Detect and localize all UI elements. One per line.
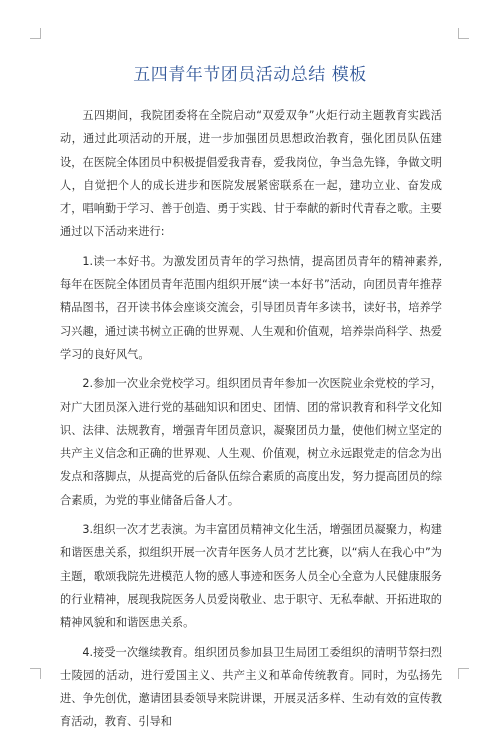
- paragraph-intro: 五四期间，我院团委将在全院启动“双爱双争”火炬行动主题教育实践活动，通过此项活动的开展，进一步加强团员思想政治教育，强化团员队伍建设，在医院全体团员中积极提倡爱我青春，爱我岗位，争当急先锋，争做文明人，自觉把个人的成长进步和医院发展紧密联系在一起，建功立业、奋发成才，唱响勤于学习、善于创造、勇于实践、甘于奉献的新时代青春之歌。主要通过以下活动来进行:: [60, 109, 442, 239]
- crop-mark-bottom-left: [30, 668, 41, 679]
- paragraph-item-4: 4.接受一次继续教育。组织团员参加县卫生局团工委组织的清明节祭扫烈士陵园的活动，进行爱国主义、共产主义和革命传统教育。同时，为弘扬先进、争先创优，邀请团县委领导来院讲课，开展灵活多样、生动有效的宣传教育活动，教育、引导和: [60, 645, 442, 729]
- paragraph-item-2: 2.参加一次业余党校学习。组织团员青年参加一次医院业余党校的学习，对广大团员深入进行党的基础知识和团史、团情、团的常识教育和科学文化知识、法律、法规教育，增强青年团员意识，凝聚团员力量，使他们树立坚定的共产主义信念和正确的世界观、人生观、价值观，树立永远跟党走的信念为出发点和落脚点，从提高党的后备队伍综合素质的高度出发，努力提高团员的综合素质，为党的事业储备后备人才。: [60, 377, 442, 507]
- crop-mark-top-right: [458, 28, 469, 39]
- document-title: 五四青年节团员活动总结 模板: [133, 65, 367, 85]
- paragraph-item-3: 3.组织一次才艺表演。为丰富团员精神文化生活，增强团员凝聚力，构建和谐医患关系，拟组织开展一次青年医务人员才艺比赛，以“病人在我心中”为主题，歌颂我院先进模范人物的感人事迹和医务人员全心全意为人民健康服务的行业精神，展现我院医务人员爱岗敬业、忠于职守、无私奉献、开拓进取的精神风貌和和谐医患关系。: [60, 523, 442, 630]
- paragraph-item-1: 1.读一本好书。为激发团员青年的学习热情，提高团员青年的精神素养,每年在医院全体团员青年范围内组织开展“读一本好书”活动，向团员青年推荐精品图书，召开读书体会座谈交流会，引导团员青年多读书，读好书，培养学习兴趣，通过读书树立正确的世界观、人生观和价值观，培养崇尚科学、热爱学习的良好风气。: [60, 254, 442, 361]
- document-body: [60, 104, 442, 734]
- crop-mark-bottom-right: [458, 668, 469, 679]
- crop-mark-top-left: [30, 28, 41, 39]
